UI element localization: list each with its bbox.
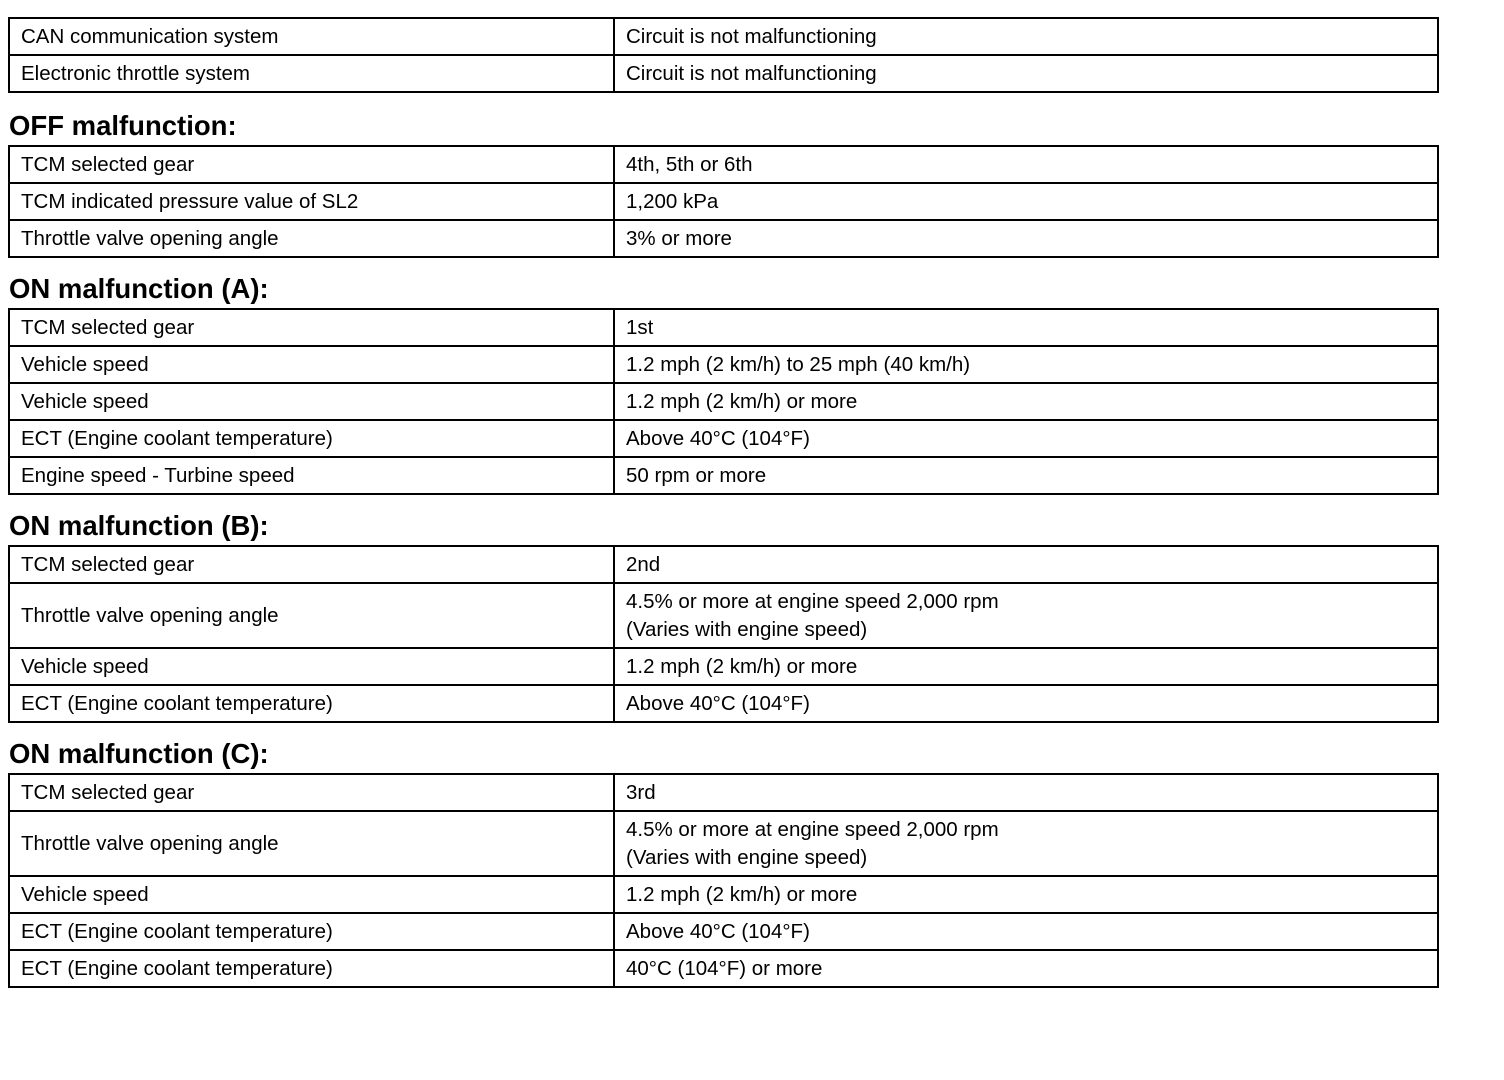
table-row <box>9 346 1438 383</box>
table-row <box>9 546 1438 583</box>
condition-label: TCM indicated pressure value of SL2 <box>9 183 614 220</box>
table-row <box>9 55 1438 92</box>
condition-label: Vehicle speed <box>9 346 614 383</box>
condition-value: 1.2 mph (2 km/h) or more <box>614 648 1438 685</box>
condition-label: TCM selected gear <box>9 546 614 583</box>
condition-value <box>614 811 1438 876</box>
table-row <box>9 913 1438 950</box>
on-malfunction-a-table <box>8 308 1439 495</box>
condition-value: Above 40°C (104°F) <box>614 685 1438 722</box>
condition-value: 1.2 mph (2 km/h) or more <box>614 876 1438 913</box>
condition-label: ECT (Engine coolant temperature) <box>9 420 614 457</box>
condition-value-line: 4.5% or more at engine speed 2,000 rpm <box>626 589 999 613</box>
table-row <box>9 420 1438 457</box>
condition-label: Vehicle speed <box>9 876 614 913</box>
condition-value <box>614 583 1438 648</box>
table-row <box>9 648 1438 685</box>
document-page <box>8 17 1439 988</box>
condition-label: TCM selected gear <box>9 309 614 346</box>
section-heading-off-malfunction: OFF malfunction: <box>9 110 237 141</box>
table-row <box>9 583 1438 648</box>
condition-value: 3% or more <box>614 220 1438 257</box>
condition-label: TCM selected gear <box>9 774 614 811</box>
condition-value: Circuit is not malfunctioning <box>614 18 1438 55</box>
table-row <box>9 876 1438 913</box>
condition-label: Vehicle speed <box>9 383 614 420</box>
condition-value: Above 40°C (104°F) <box>614 420 1438 457</box>
condition-value: 1.2 mph (2 km/h) to 25 mph (40 km/h) <box>614 346 1438 383</box>
section-heading-on-malfunction-c: ON malfunction (C): <box>9 738 269 769</box>
condition-value: Above 40°C (104°F) <box>614 913 1438 950</box>
condition-value: Circuit is not malfunctioning <box>614 55 1438 92</box>
condition-value-note: (Varies with engine speed) <box>626 845 868 869</box>
condition-value: 1,200 kPa <box>614 183 1438 220</box>
condition-label: CAN communication system <box>9 18 614 55</box>
condition-value: 40°C (104°F) or more <box>614 950 1438 987</box>
condition-label: ECT (Engine coolant temperature) <box>9 685 614 722</box>
condition-value: 50 rpm or more <box>614 457 1438 494</box>
condition-value: 1.2 mph (2 km/h) or more <box>614 383 1438 420</box>
condition-label: ECT (Engine coolant temperature) <box>9 913 614 950</box>
condition-label: Vehicle speed <box>9 648 614 685</box>
off-malfunction-table <box>8 145 1439 258</box>
section-heading-on-malfunction-b: ON malfunction (B): <box>9 510 269 541</box>
section-heading-on-malfunction-a: ON malfunction (A): <box>9 273 269 304</box>
table-row <box>9 309 1438 346</box>
top-conditions-table <box>8 17 1439 93</box>
condition-label: Throttle valve opening angle <box>9 583 614 648</box>
condition-value: 3rd <box>614 774 1438 811</box>
condition-value: 2nd <box>614 546 1438 583</box>
table-row <box>9 220 1438 257</box>
condition-label: Electronic throttle system <box>9 55 614 92</box>
table-row <box>9 685 1438 722</box>
condition-label: Engine speed - Turbine speed <box>9 457 614 494</box>
table-row <box>9 18 1438 55</box>
on-malfunction-b-table <box>8 545 1439 723</box>
table-row <box>9 183 1438 220</box>
condition-value: 1st <box>614 309 1438 346</box>
condition-label: TCM selected gear <box>9 146 614 183</box>
condition-label: ECT (Engine coolant temperature) <box>9 950 614 987</box>
condition-value-note: (Varies with engine speed) <box>626 617 868 641</box>
table-row <box>9 774 1438 811</box>
table-row <box>9 146 1438 183</box>
on-malfunction-c-table <box>8 773 1439 988</box>
table-row <box>9 457 1438 494</box>
table-row <box>9 950 1438 987</box>
table-row <box>9 811 1438 876</box>
condition-value-line: 4.5% or more at engine speed 2,000 rpm <box>626 817 999 841</box>
condition-label: Throttle valve opening angle <box>9 811 614 876</box>
table-row <box>9 383 1438 420</box>
condition-label: Throttle valve opening angle <box>9 220 614 257</box>
condition-value: 4th, 5th or 6th <box>614 146 1438 183</box>
